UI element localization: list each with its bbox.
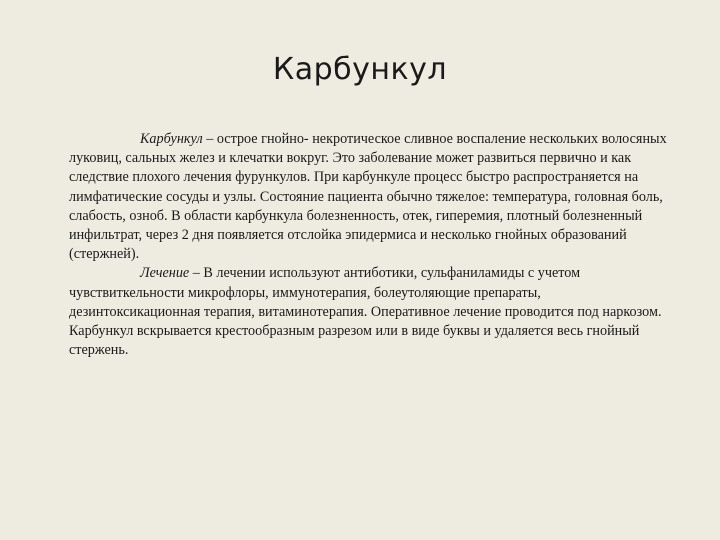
term-treatment: Лечение: [140, 265, 190, 282]
slide-body: [69, 130, 669, 360]
term-carbuncle: Карбункул: [140, 131, 203, 147]
paragraph-description: [69, 130, 669, 264]
slide-title: Карбункул: [272, 52, 448, 87]
description-text: – острое гнойно- некротическое сливное воспаление нескольких волосяных луковиц, сальных желез и клечатки вокруг. Это заболевание может развиться первично и как следствие плохого лечения фурункулов. При карбункуле процесс быстро распространяется на лимфатические сосуды и узлы. Состояние пациента обычно тяжелое: температура, головная боль, слабость, озноб. В области карбункула болезненность, отек, гиперемия, плотный болезненный инфильтрат, через 2 дня появляется отслойка эпидермиса и несколько гнойных образований (стержней).: [69, 131, 667, 263]
treatment-text: – В лечении используют антиботики, сульфаниламиды с учетом чувствиткельности микрофлоры, иммунотерапия, болеутоляющие препараты, дезинтоксикационная терапия, витаминотерапия. Оперативное лечение проводится под наркозом. Карбункул вскрывается крестообразным разрезом или в виде буквы и удаляется весь гнойный стержень.: [69, 265, 662, 359]
paragraph-treatment: [69, 264, 669, 360]
